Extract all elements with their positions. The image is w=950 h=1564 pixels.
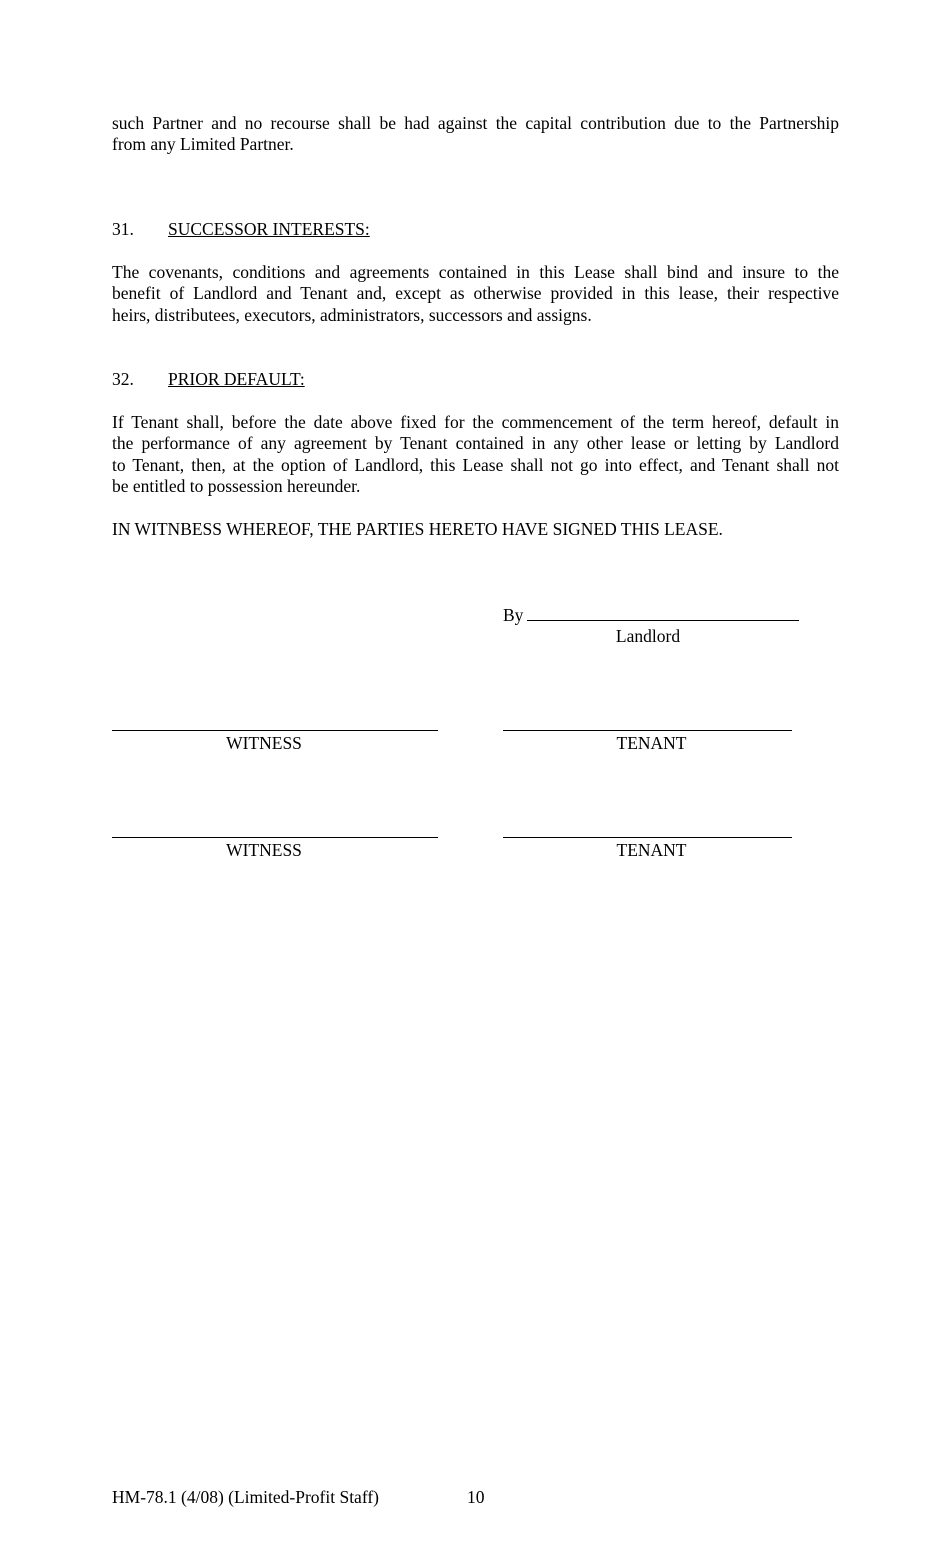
landlord-label: Landlord xyxy=(615,626,681,646)
section-32-heading xyxy=(112,369,305,390)
section-31-number: 31. xyxy=(112,219,134,239)
footer-form-id: HM-78.1 (4/08) (Limited-Profit Staff) xyxy=(112,1487,379,1507)
by-prefix: By xyxy=(503,605,524,625)
section-31-body xyxy=(112,262,839,326)
landlord-signature-line[interactable] xyxy=(503,604,799,626)
witness-signature-line-1[interactable] xyxy=(112,730,438,731)
section-32-line-2: the performance of any agreement by Tenant contained in any other lease or letting by Landlord xyxy=(112,433,839,454)
section-32-body xyxy=(112,412,839,498)
section-31-line-3: heirs, distributees, executors, administrators, successors and assigns. xyxy=(112,304,592,325)
tenant-label-2: TENANT xyxy=(616,840,687,860)
section-32-line-4: be entitled to possession hereunder. xyxy=(112,476,361,497)
tenant-signature-line-1[interactable] xyxy=(503,730,792,731)
witness-signature-line-2[interactable] xyxy=(112,837,438,838)
footer-page-number: 10 xyxy=(467,1487,485,1507)
witness-label-1: WITNESS xyxy=(226,733,302,753)
witness-statement: IN WITNBESS WHEREOF, THE PARTIES HERETO HAVE SIGNED THIS LEASE. xyxy=(112,519,723,539)
section-32-line-1: If Tenant shall, before the date above fixed for the commencement of the term hereof, default in xyxy=(112,412,839,432)
continuation-paragraph xyxy=(112,113,839,156)
section-32-line-3: to Tenant, then, at the option of Landlord, this Lease shall not go into effect, and Tenant shall not xyxy=(112,454,839,475)
section-31-heading xyxy=(112,219,370,240)
tenant-label-1: TENANT xyxy=(616,733,687,753)
continuation-line-1: such Partner and no recourse shall be had against the capital contribution due to the Partnership xyxy=(112,113,839,133)
section-31-line-2: benefit of Landlord and Tenant and, except as otherwise provided in this lease, their respective xyxy=(112,283,839,304)
witness-label-2: WITNESS xyxy=(226,840,302,860)
landlord-signature-blank[interactable] xyxy=(527,604,799,621)
continuation-line-2: from any Limited Partner. xyxy=(112,134,294,155)
tenant-signature-line-2[interactable] xyxy=(503,837,792,838)
section-31-title: SUCCESSOR INTERESTS: xyxy=(168,219,370,239)
section-32-title: PRIOR DEFAULT: xyxy=(168,369,305,389)
section-31-line-1: The covenants, conditions and agreements contained in this Lease shall bind and insure to the xyxy=(112,262,839,282)
section-32-number: 32. xyxy=(112,369,134,389)
